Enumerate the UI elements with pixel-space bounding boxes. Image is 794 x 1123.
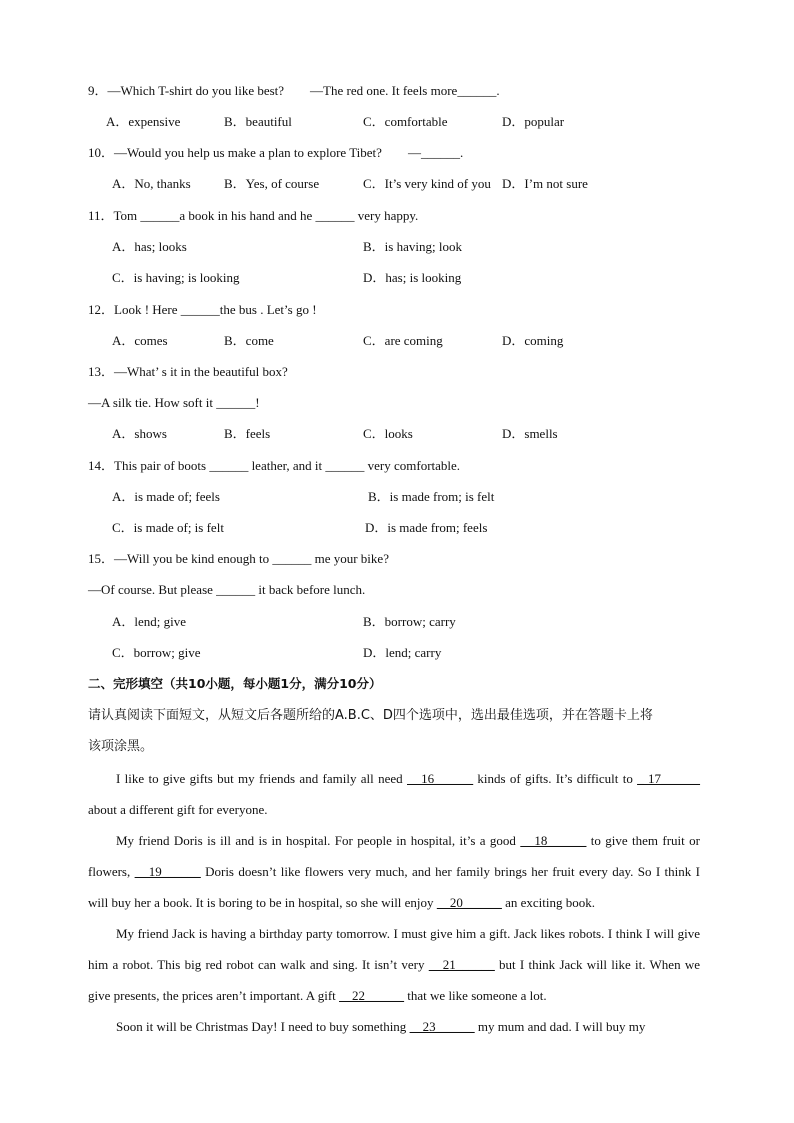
q9-option-d: D．popular [502,114,565,129]
passage-text: but I think Jack will like it. When we give presents, the prices aren’t important. A gift [88,957,700,1003]
question-9-stem: 9．—Which T-shirt do you like best? —The red one. It feels more______. [88,83,500,98]
passage-text: I like to give gifts but my friends and family all need [116,771,407,786]
question-15-stem: 15．—Will you be kind enough to ______ me your bike? [88,551,389,566]
blank-22: 22______ [339,988,405,1003]
q11-option-b: B．is having; look [363,239,462,254]
q10-option-b: B．Yes, of course [224,176,320,191]
question-10-stem: 10．—Would you help us make a plan to explore Tibet? —______. [88,145,464,160]
q10-option-d: D．I’m not sure [502,176,588,191]
q10-option-c: C．It’s very kind of you [363,176,491,191]
q15-option-a: A．lend; give [112,614,187,629]
passage-text: an exciting book. [501,895,595,910]
blank-18: 18______ [520,833,587,848]
cloze-passage [88,763,700,1042]
question-12-stem: 12．Look ! Here ______the bus . Let’s go ! [88,302,317,317]
passage-text: Soon it will be Christmas Day! I need to buy something [116,1019,410,1034]
q11-option-d: D．has; is looking [363,270,462,285]
blank-20: 20______ [436,895,502,910]
question-11-stem: 11．Tom ______a book in his hand and he ______ very happy. [88,208,419,223]
q15-option-d: D．lend; carry [363,645,442,660]
q9-option-c: C．comfortable [363,114,448,129]
blank-21: 21______ [428,957,495,972]
passage-text: my mum and dad. I will buy my [474,1019,646,1034]
passage-paragraph-2 [88,825,700,918]
question-15-stem-2: —Of course. But please ______ it back before lunch. [88,582,366,597]
passage-text: My friend Doris is ill and is in hospital. For people in hospital, it’s a good [116,833,521,848]
passage-text: to give them fruit or flowers, [88,833,700,879]
passage-text: kinds of gifts. It’s difficult to [473,771,638,786]
passage-text: about a different gift for everyone. [88,802,268,817]
q15-option-c: C．borrow; give [112,645,201,660]
passage-paragraph-3 [88,918,700,1011]
q9-option-a: A．expensive [106,114,181,129]
q14-option-b: B．is made from; is felt [368,489,495,504]
q14-option-c: C．is made of; is felt [112,520,224,535]
q10-option-a: A．No, thanks [112,176,191,191]
q13-option-a: A．shows [112,426,167,441]
question-13-stem: 13．—What’ s it in the beautiful box? [88,364,288,379]
section-2-instruction-line-2: 该项涂黑。 [88,739,154,754]
passage-text: that we like someone a lot. [404,988,547,1003]
q14-option-a: A．is made of; feels [112,489,220,504]
passage-text: Doris doesn’t like flowers very much, and her family brings her fruit every day. So I think I will buy her a book. It is boring to be in hospital, so she will enjoy [88,864,700,910]
q12-option-b: B．come [224,333,274,348]
blank-16: 16______ [407,771,474,786]
q12-option-d: D．coming [502,333,564,348]
passage-text: My friend Jack is having a birthday party tomorrow. I must give him a gift. Jack likes robots. I think I will give him a robot. This big red robot can walk and sing. It isn’t very [88,926,700,972]
q9-option-b: B．beautiful [224,114,292,129]
blank-19: 19______ [134,864,201,879]
q13-option-b: B．feels [224,426,271,441]
question-13-stem-2: —A silk tie. How soft it ______! [88,395,260,410]
section-2-instruction-line-1: 请认真阅读下面短文，从短文后各题所给的A.B.C、D四个选项中，选出最佳选项，并在答题卡上将 [88,708,653,723]
q15-option-b: B．borrow; carry [363,614,456,629]
q13-option-d: D．smells [502,426,558,441]
q12-option-a: A．comes [112,333,168,348]
blank-17: _ 17______ [637,771,700,786]
section-2-heading: 二、完形填空（共10小题，每小题1分，满分10分） [88,676,382,691]
q12-option-c: C．are coming [363,333,443,348]
blank-23: 23______ [409,1019,475,1034]
question-14-stem: 14．This pair of boots ______ leather, and it ______ very comfortable. [88,458,461,473]
passage-paragraph-4 [88,1011,700,1042]
q11-option-c: C．is having; is looking [112,270,240,285]
passage-paragraph-1 [88,763,700,825]
q13-option-c: C．looks [363,426,413,441]
q14-option-d: D．is made from; feels [365,520,488,535]
q11-option-a: A．has; looks [112,239,187,254]
